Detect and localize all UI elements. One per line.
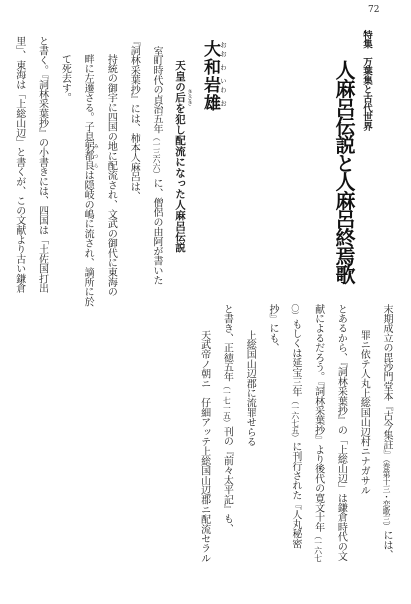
body-text: には、 bbox=[381, 530, 392, 560]
quote-column bbox=[192, 304, 215, 563]
author-char bbox=[200, 58, 227, 76]
heading-ruby-base: 后 bbox=[174, 89, 186, 106]
author-char-base: 雄 bbox=[200, 94, 220, 112]
body-text: 刊の『前々太平記』も、 bbox=[221, 426, 233, 534]
year-note: 〇） bbox=[290, 304, 300, 319]
body-text: 抄』にも、 bbox=[267, 304, 279, 353]
year-note: （一六七 bbox=[313, 531, 323, 562]
feature-label: 特集 bbox=[361, 30, 372, 49]
reading-ruby bbox=[82, 141, 99, 171]
body-column bbox=[7, 36, 30, 306]
author-char-base: 大 bbox=[200, 40, 220, 58]
body-text: とあるから、『詞林采葉抄』の「上総山辺」は鎌倉時代の文 bbox=[335, 304, 347, 561]
section-heading bbox=[173, 60, 192, 253]
quote-text: て死去す。 bbox=[59, 54, 71, 103]
body-column bbox=[121, 36, 144, 306]
author-name bbox=[199, 40, 227, 112]
body-column bbox=[283, 304, 306, 563]
body-upper-tier bbox=[7, 36, 167, 306]
ruby-reading: みつら bbox=[92, 141, 99, 171]
feature-header bbox=[360, 30, 372, 131]
heading-ruby bbox=[174, 89, 192, 106]
quote-column bbox=[237, 304, 260, 563]
quote-column bbox=[53, 36, 76, 306]
body-lower-tier bbox=[192, 304, 397, 563]
quote-text: 罪ニ依テ人丸上総国山辺村ニナガサル bbox=[358, 330, 370, 495]
body-column bbox=[260, 304, 283, 563]
author-char-base: 岩 bbox=[200, 76, 220, 94]
body-text: 室町時代の貞治五年 bbox=[151, 46, 162, 134]
author-char bbox=[200, 76, 227, 94]
body-text: に刊行された『人丸秘密 bbox=[289, 441, 301, 549]
author-furigana: おお bbox=[219, 40, 227, 58]
body-text: もしくは延宝三年 bbox=[289, 319, 301, 397]
body-column bbox=[30, 36, 53, 306]
year-note: （一三六六） bbox=[152, 133, 161, 179]
heading-text: 天皇の bbox=[174, 60, 186, 93]
feature-theme: 万葉集と古代世界 bbox=[361, 57, 372, 132]
body-column bbox=[329, 304, 352, 563]
body-text: 末期成立の毘沙門堂本『古今集註』 bbox=[381, 304, 392, 460]
page-number: 72 bbox=[368, 5, 380, 15]
body-text: と書き、正徳五年 bbox=[221, 304, 233, 382]
author-furigana: わ bbox=[219, 58, 227, 76]
year-note: （一六七五） bbox=[290, 396, 300, 442]
heading-furigana: きさき bbox=[186, 89, 192, 106]
body-column bbox=[306, 304, 329, 563]
citation-note: （巻第十三・恋歌三） bbox=[382, 459, 391, 531]
quote-text: 上総国山辺郡に流罪せらる bbox=[244, 330, 256, 447]
author-char bbox=[200, 94, 227, 112]
quote-column bbox=[75, 36, 98, 306]
author-furigana: いわ bbox=[219, 76, 227, 94]
quote-column bbox=[351, 304, 374, 563]
heading-text: を犯し配流になった人麻呂伝説 bbox=[174, 102, 186, 253]
quote-column bbox=[99, 36, 122, 306]
quote-text: 天武帝ノ朝ニ 仔細アッテ上総国山辺郡ニ配流セラル bbox=[198, 330, 210, 563]
body-text: 里」、東海は「上総山辺」と書くが、この文献より古い鎌倉 bbox=[13, 36, 25, 293]
quote-text: は隠岐の嶋に流され、謫所に於 bbox=[82, 170, 94, 307]
body-column bbox=[144, 36, 167, 306]
ruby-base: 躬都良 bbox=[82, 141, 94, 171]
year-note: （一七一五） bbox=[222, 381, 232, 427]
body-text: 献によるだろう。『詞林采葉抄』より後代の寛文十年 bbox=[312, 304, 324, 532]
author-char-base: 和 bbox=[200, 58, 220, 76]
author-furigana: お bbox=[219, 94, 227, 112]
body-column bbox=[374, 304, 397, 563]
quote-text: 持統の御宇に四国の地に配流され、文武の御代に東海の bbox=[105, 54, 117, 297]
body-text: と書く。『詞林采葉抄』の小書きには、四国は「土佐国打出 bbox=[36, 36, 48, 293]
body-column bbox=[215, 304, 238, 563]
body-text: 『詞林采葉抄』には、柿本人麻呂は、 bbox=[128, 36, 140, 201]
body-text: に、僧侶の由阿が書いた bbox=[151, 178, 162, 286]
quote-text: 畔に左遷さる。子息 bbox=[82, 54, 94, 142]
author-char bbox=[200, 40, 227, 58]
article-title: 人麻呂伝説と人麻呂終焉歌 bbox=[332, 60, 356, 284]
